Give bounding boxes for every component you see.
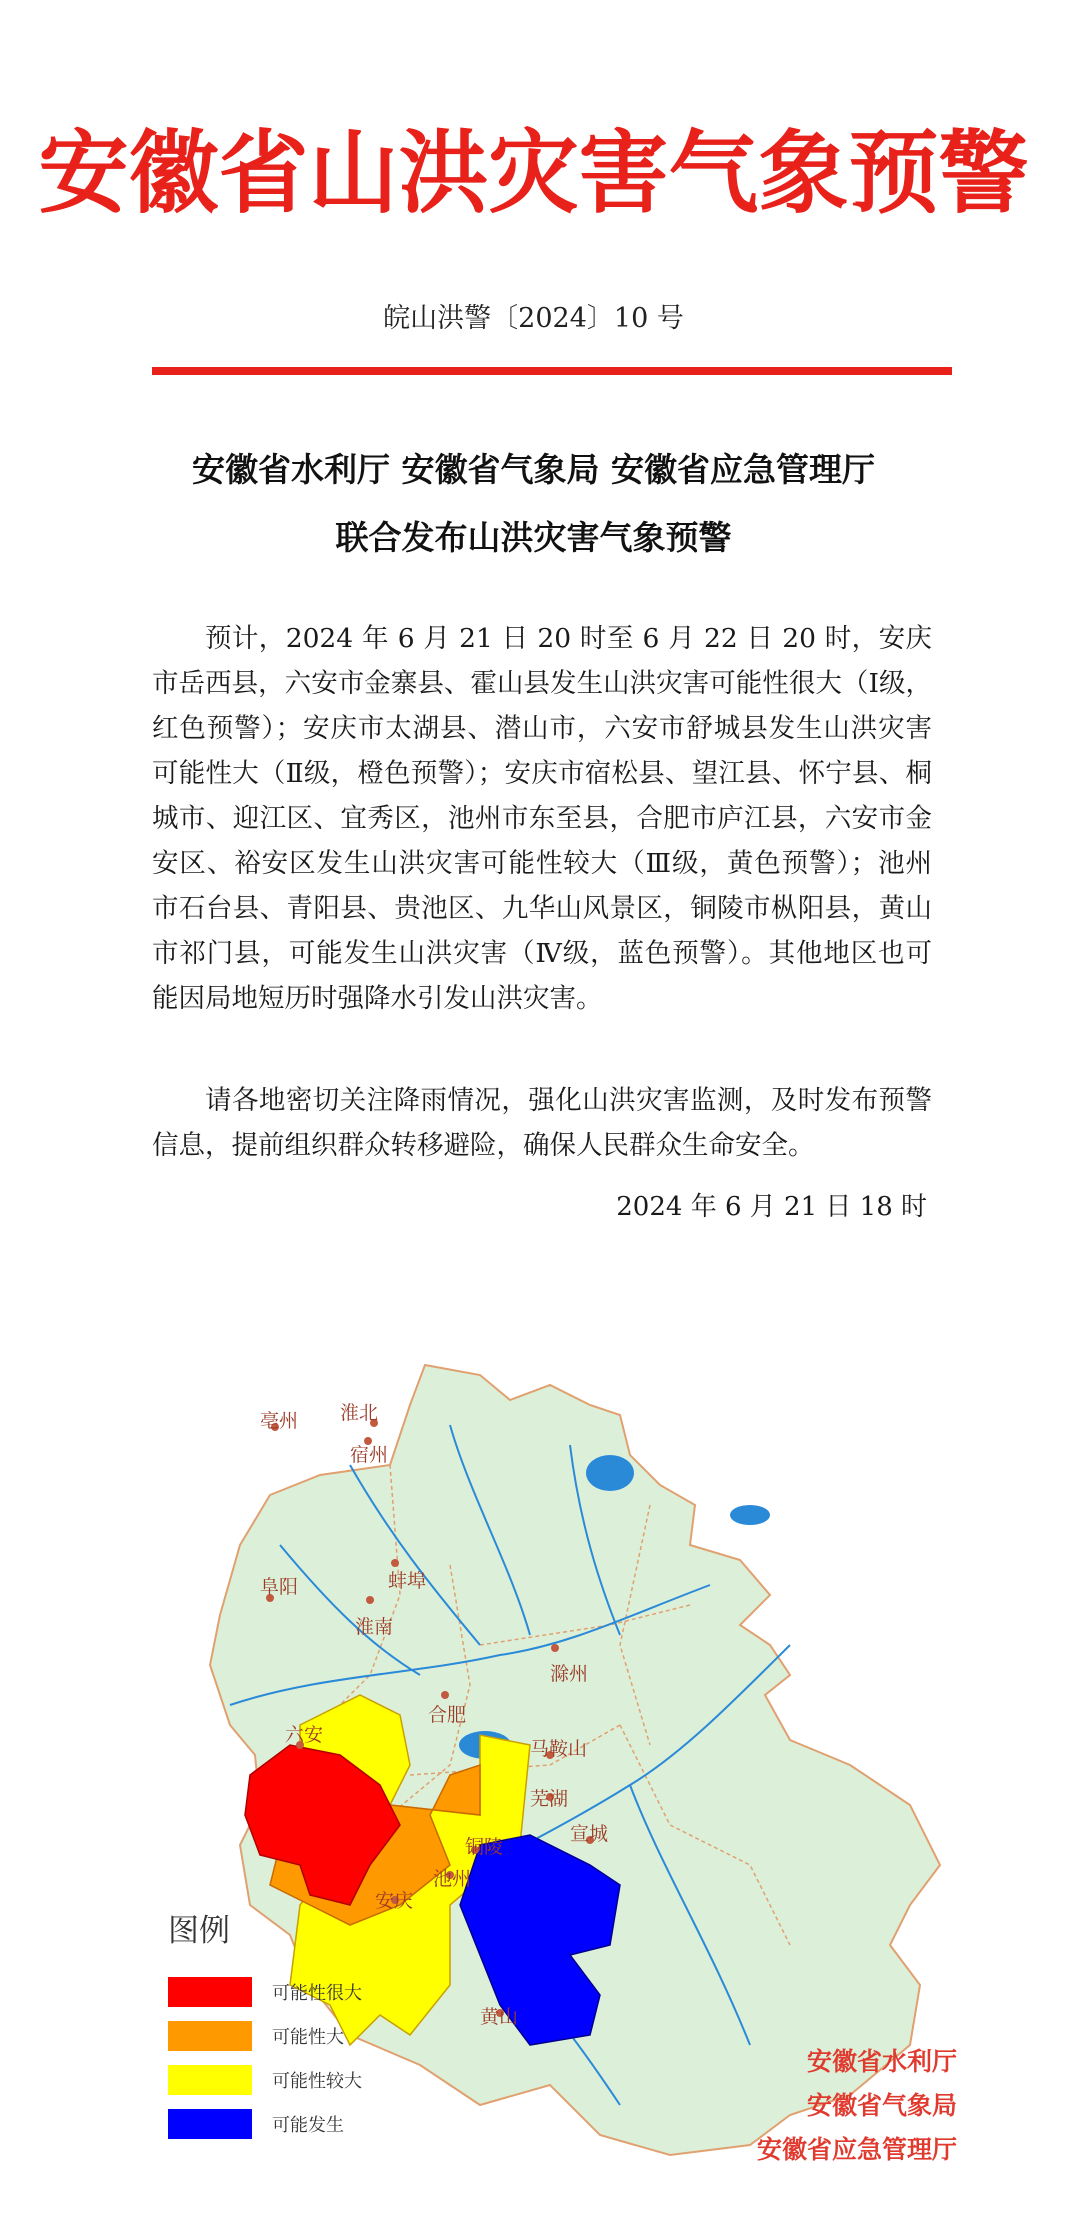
forecast-paragraph: 预计，2024 年 6 月 21 日 20 时至 6 月 22 日 20 时，安庆市岳西县，六安市金寨县、霍山县发生山洪灾害可能性很大（Ⅰ级，红色预警）；安庆市太湖县、潜山市，六安市舒城县发生山洪灾害可能性大（Ⅱ级，橙色预警）；安庆市宿松县、望江县、怀宁县、桐城市、迎江区、宜秀区，池州市东至县，合肥市庐江县，六安市金安区、裕安区发生山洪灾害可能性较大（Ⅲ级，黄色预警）；池州市石台县、青阳县、贵池区、九华山风景区，铜陵市枞阳县，黄山市祁门县，可能发生山洪灾害（Ⅳ级，蓝色预警）。其他地区也可能因局地短历时强降水引发山洪灾害。 <box>152 623 932 1014</box>
map-legend <box>168 1905 388 2146</box>
legend-swatch-red <box>168 1977 252 2007</box>
legend-label: 可能性大 <box>272 2027 344 2048</box>
issuer-title: 安徽省水利厅 安徽省气象局 安徽省应急管理厅 <box>192 450 875 489</box>
legend-swatch-blue <box>168 2109 252 2139</box>
legend-label: 可能性较大 <box>272 2071 362 2092</box>
legend-swatch-yellow <box>168 2065 252 2095</box>
document-number: 皖山洪警〔2024〕10 号 <box>383 303 684 334</box>
city-hefei: 合肥 <box>428 1704 467 1726</box>
legend-item <box>168 2102 388 2146</box>
city-huaibei: 淮北 <box>340 1402 379 1424</box>
agency-emergency: 安徽省应急管理厅 <box>756 2135 957 2164</box>
city-huangshan: 黄山 <box>480 2006 519 2028</box>
agency-meteorology: 安徽省气象局 <box>806 2091 957 2120</box>
city-wuhu: 芜湖 <box>530 1788 569 1810</box>
legend-item <box>168 1970 388 2014</box>
banner-title: 安徽省山洪灾害气象预警 <box>38 120 1029 226</box>
legend-item <box>168 2058 388 2102</box>
issue-date: 2024 年 6 月 21 日 18 时 <box>616 1192 927 1222</box>
city-maanshan: 马鞍山 <box>530 1738 588 1760</box>
city-huainan: 淮南 <box>355 1616 394 1638</box>
agency-water: 安徽省水利厅 <box>806 2047 957 2076</box>
map-agencies <box>757 2040 957 2172</box>
advice-paragraph: 请各地密切关注降雨情况，强化山洪灾害监测，及时发布预警信息，提前组织群众转移避险，确保人民群众生命安全。 <box>152 1085 932 1161</box>
legend-swatch-orange <box>168 2021 252 2051</box>
city-tongling: 铜陵 <box>465 1836 504 1858</box>
notice-title: 联合发布山洪灾害气象预警 <box>335 518 732 557</box>
lake-east <box>586 1455 634 1491</box>
city-chizhou: 池州 <box>433 1868 472 1890</box>
city-suzhou: 宿州 <box>350 1444 389 1466</box>
city-xuancheng: 宣城 <box>570 1823 609 1845</box>
city-bengbu: 蚌埠 <box>388 1570 427 1592</box>
city-chuzhou: 滁州 <box>550 1663 589 1685</box>
legend-title: 图例 <box>168 1913 230 1949</box>
legend-label: 可能性很大 <box>272 1983 362 2004</box>
city-liuan: 六安 <box>285 1724 324 1746</box>
city-bozhou: 亳州 <box>260 1410 299 1432</box>
lake-northeast <box>730 1505 770 1525</box>
city-anqing: 安庆 <box>375 1890 414 1912</box>
city-fuyang: 阜阳 <box>260 1576 299 1598</box>
legend-item <box>168 2014 388 2058</box>
red-divider <box>152 367 952 375</box>
legend-label: 可能发生 <box>272 2115 344 2136</box>
